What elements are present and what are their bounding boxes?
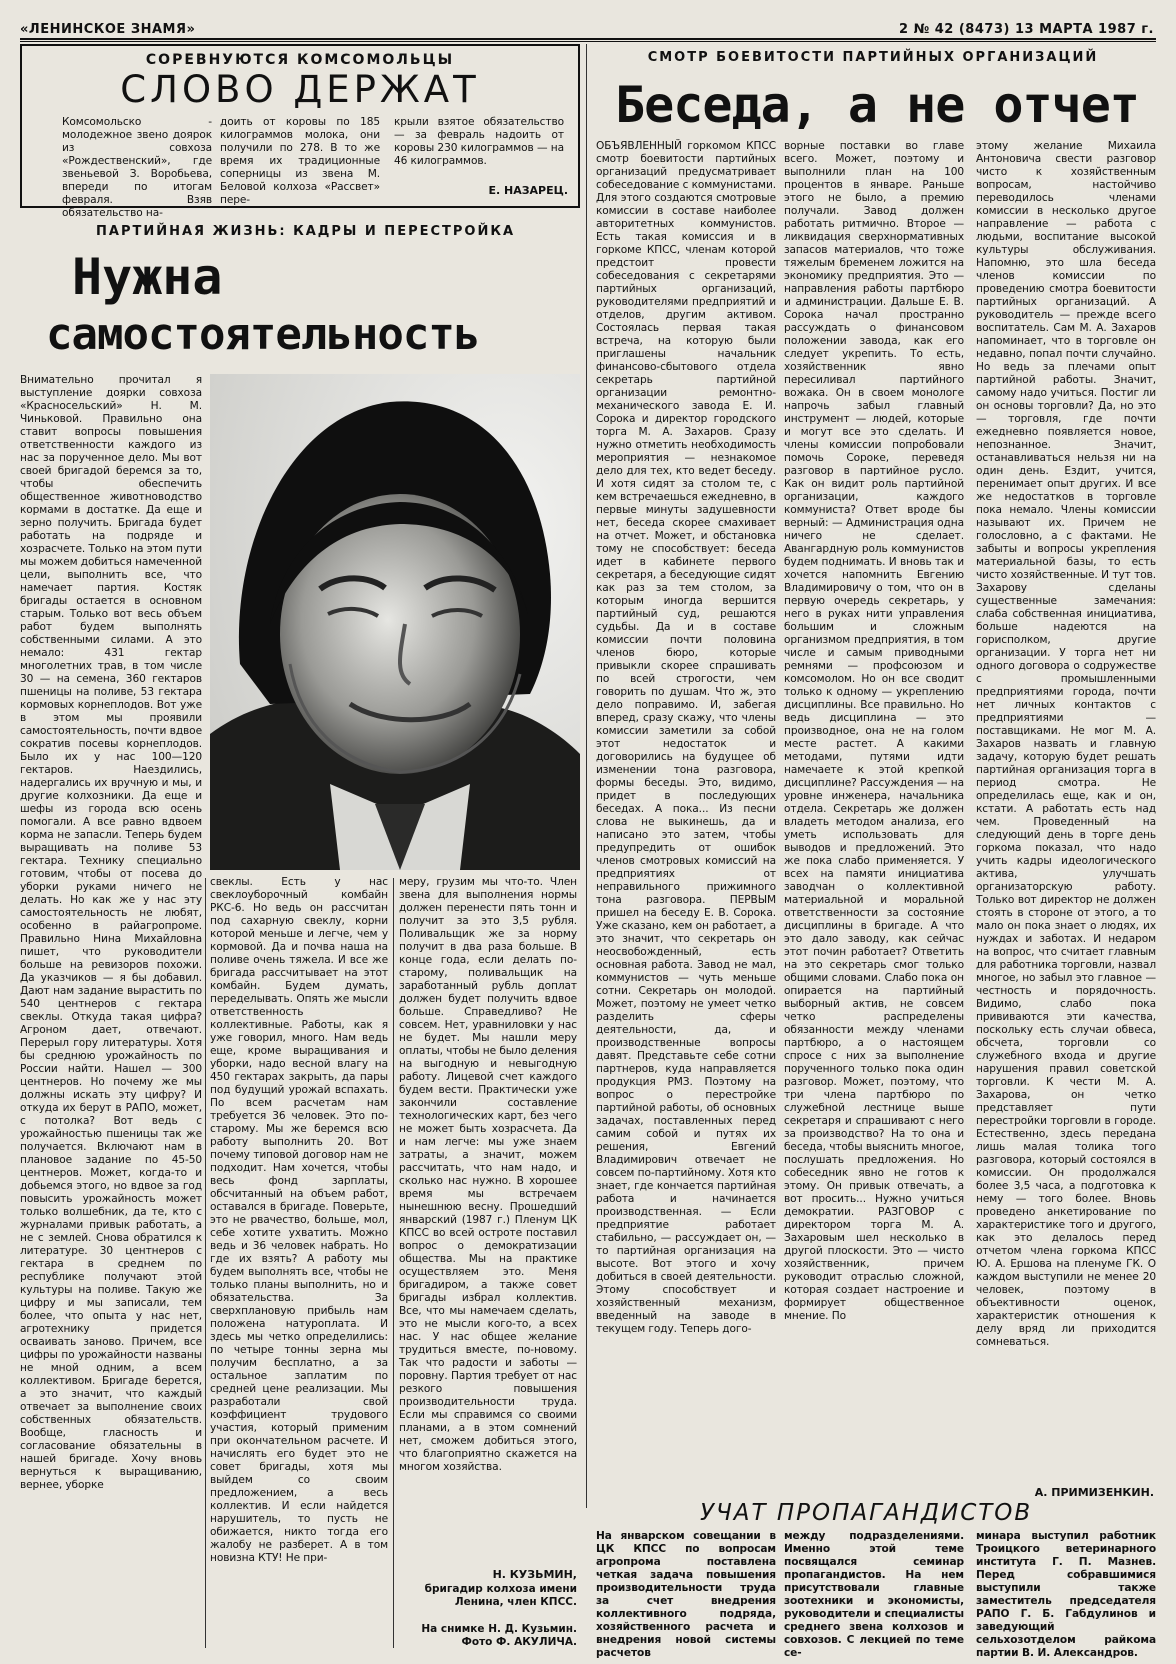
propagandists-col-3: минара выступил работник Троицкого ветеринарного института Г. П. Мазнев. Перед собравшимися выступили также заместитель председателя РАПО Г. Б. Габдулинов и заведующий сельхозотделом райкома партии В. И. Александров.: [976, 1530, 1156, 1659]
portrait-photo: [210, 374, 580, 870]
column-rule: [205, 878, 206, 1648]
competition-col-2: доить от коровы по 185 килограммов молока, они получили по 278. В то же время их традиционные соперницы из звена М. Беловой колхоза «Рассвет» пере-: [220, 116, 380, 206]
masthead-paper: «ЛЕНИНСКОЕ ЗНАМЯ»: [20, 22, 196, 37]
review-title: Беседа, а не отчет: [615, 76, 1139, 134]
section-rule: [586, 44, 587, 1508]
masthead-rule: [20, 38, 1156, 40]
independence-title-line-2: самостоятельность: [46, 309, 480, 360]
independence-signature-role: бригадир колхоза имени Ленина, член КПСС.: [424, 1583, 577, 1608]
masthead-rule-thin: [20, 41, 1156, 42]
propagandists-col-1: На январском совещании в ЦК КПСС по вопросам агропрома поставлена четкая задача повышения производительности труда за счет внедрения коллективного подряда, хозяйственного расчета и внедрения новой системы расчетов: [596, 1530, 776, 1659]
independence-kicker: ПАРТИЙНАЯ ЖИЗНЬ: КАДРЫ И ПЕРЕСТРОЙКА: [96, 224, 516, 239]
propagandists-col-2: между подразделениями. Именно этой теме посвящался семинар пропагандистов. На нем присутствовали главные зоотехники и экономисты, руководители и специалисты среднего звена колхозов и совхозов. С лекцией по теме се-: [784, 1530, 965, 1659]
competition-signature: Е. НАЗАРЕЦ.: [488, 184, 568, 197]
propagandists-title: УЧАТ ПРОПАГАНДИСТОВ: [700, 1500, 1033, 1526]
independence-col-3: меру, грузим мы что-то. Член звена для выполнения нормы должен перенести пять тонн и получит за это 3,5 рубля. Поливальщик же за норму получит в два раза больше. В конце года, если делать по-старому, поливальщик на заработанный рубль доплат должен будет получить вдвое больше. Справедливо? Не совсем. Нет, уравниловки у нас не будет. Мы нашли меру оплаты, чтобы не было деления на выгодную и невыгодную работу. Лицевой счет каждого будем вести. Практически уже закончили составление технологических карт, без чего не может быть хозрасчета. Да и нам легче: мы уже знаем затраты, а значит, можем рассчитать, что нам надо, и сколько нас нужно. В хорошее время мы встречаем нынешнюю весну. Прошедший январский (1987 г.) Пленум ЦК КПСС во всей остроте поставил вопрос о демократизации общества. Мы на практике осуществляем это. Меня бригадиром, а также совет бригады избрал коллектив. Все, что мы намечаем сделать, это не мысли кого-то, а всех нас. У нас общее желание трудиться вместе, по-новому. Так что радости и заботы — поровну. Партия требует от нас резкого повышения производительности труда. Если мы справимся со своими планами, а в этом сомнений нет, сможем добиться этого, что благоприятно скажется на многом хозяйства.: [399, 876, 577, 1473]
independence-signature-name: Н. КУЗЬМИН,: [492, 1568, 577, 1581]
competition-box: [20, 44, 580, 219]
masthead-issue: 2 № 42 (8473) 13 МАРТА 1987 г.: [899, 22, 1154, 37]
review-kicker: СМОТР БОЕВИТОСТИ ПАРТИЙНЫХ ОРГАНИЗАЦИЙ: [647, 50, 1099, 65]
competition-title: СЛОВО ДЕРЖАТ: [120, 68, 480, 111]
column-rule: [393, 878, 394, 1648]
portrait-photo-image: [210, 374, 580, 870]
review-col-2: ворные поставки во главе всего. Может, поэтому и выполнили план на 100 процентов в январе. Раньше этого не было, а премию получали. Завод должен работать ритмично. Второе — ликвидация сверхнормативных запасов материалов, что тоже тяжелым бременем ложится на экономику предприятия. Это — направления работы партбюро и администрации. Дальше Е. В. Сорока начал пространно рассуждать о финансовом положении завода, как его следует укрепить. То есть, хозяйственник явно пересиливал партийного вожака. Он в своем монологе напрочь забыл главный инструмент — людей, которые и могут все это сделать. И члены комиссии попробовали помочь Сороке, переведя разговор в партийное русло. Как он видит роль партийной организации, каждого коммуниста? Ответ вроде бы верный: — Администрация одна ничего не сделает. Авангардную роль коммунистов будем поднимать. И вновь так и хочется напомнить Евгению Владимировичу о том, что он в первую очередь секретарь, у него в руках нити управления большим и сложным организмом предприятия, в том числе и самым приводными ремнями — профсоюзом и комсомолом. Но он все сводит только к одному — укреплению дисциплины. Все правильно. Но ведь дисциплина — это производное, она не на голом месте растет. А какими методами, путями идти намечаете к этой крепкой дисциплине? Рассуждения — на уровне инженера, начальника отдела. Секретарь же должен владеть методом анализа, его уметь использовать для выводов и предложений. Это же пока слабо применяется. У всех на памяти инициатива заводчан о коллективной материальной и моральной ответственности за состояние дисциплины в бригаде. А что это дало заводу, как сейчас этот почин работает? Ответить на это секретарь смог только общими словами. Слабо пока он опирается на партийный выборный актив, не совсем четко распределены обязанности между членами партбюро, а о настоящем спросе с них за выполнение порученного только пока один разговор. Может, поэтому, что три члена партбюро по служебной лестнице выше секретаря и спрашивают с него за производство? На то она и беседа, чтобы выяснить многое, послушать предложения. Но собеседник явно не готов к этому. Он привык отвечать, а вот просить... Нужно учиться демократии. РАЗГОВОР с директором торга М. А. Захаровым шел несколько в другой плоскости. Это — чисто хозяйственник, причем руководит отраслью сложной, которая создает настроение и формирует общественное мнение. По: [784, 140, 964, 1322]
competition-col-1: Комсомольско - молодежное звено доярок из совхоза «Рождественский», где звеньевой З. Воробьева, впереди по итогам февраля. Взяв обязательство на-: [62, 116, 212, 219]
photo-caption: На снимке Н. Д. Кузьмин. Фото Ф. АКУЛИЧА.: [421, 1623, 577, 1648]
independence-title-line-1: Нужна: [72, 248, 223, 306]
competition-col-3: крыли взятое обязательство — за февраль надоить от коровы 230 килограммов — на 46 килограммов.: [394, 116, 564, 167]
independence-col-2: свеклы. Есть у нас свеклоуборочный комбайн РКС-6. Но ведь он рассчитан под сахарную свеклу, корни которой меньше и легче, чем у кормовой. Да и почва наша на поливе очень тяжела. И все же бригада рассчитывает на этот комбайн. Будем думать, переделывать. Опять же мысли ответственность коллективные. Работы, как я уже говорил, много. Нам ведь еще, кроме выращивания и уборки, надо весной влагу на 450 гектарах закрыть, да пары под будущий урожай вспахать. По всем расчетам нам требуется 36 человек. Это по-старому. Мы же беремся всю работу выполнить 20. Вот почему типовой договор нам не подходит. Нам хочется, чтобы весь фонд зарплаты, обсчитанный на объем работ, оставался в бригаде. Поверьте, это не рвачество, больше, мол, себе хотите ухватить. Можно ведь и 36 человек набрать. Но где их взять? А работу мы будем выполнять все, чтобы не только планы выполнить, но и обязательства. За сверхплановую прибыль нам положена натуроплата. И здесь мы четко определились: по четыре тонны зерна мы получим бесплатно, а за остальное заплатим по средней цене реализации. Мы разработали свой коэффициент трудового участия, который применим при окончательном расчете. И начислять его будет это не совет бригады, хотя мы выйдем со своим предложением, а весь коллектив. И если найдется нарушитель, то пусть не обижается, никто тогда его жалобу не разберет. А в том новизна КТУ! Не при-: [210, 876, 388, 1564]
independence-col-1: Внимательно прочитал я выступление доярки совхоза «Красносельский» Н. М. Чиньковой. Правильно она ставит вопросы повышения ответственности каждого из нас за порученное дело. Мы вот своей бригадой беремся за то, чтобы обеспечить общественное животноводство кормами в достатке. Да еще и зерно получить. Бригада будет работать на подряде и хозрасчете. Только на этом пути мы можем добиться намеченной цели, выполнить все, что намечает партия. Костяк бригады остается в основном старым. Только вот весь объем работ будем выполнять собственными силами. А это немало: 431 гектар многолетних трав, в том числе 30 — на семена, 360 гектаров пшеницы на поливе, 53 гектара кормовых корнеплодов. Вот уже в этом мы проявили самостоятельность, почти вдвое сократив посевы корнеплодов. Было их у нас 100—120 гектаров. Наездились, надергались их вручную и мы, и другие колхозники. Да еще и шефы из города всю осень помогали. А все равно вдвоем корма не запасли. Теперь будем выращивать на поливе 53 гектара. Технику специально готовим, чтобы от посева до уборки руками ничего не делать. Но как же у нас эту самостоятельность не любят, особенно в райагропроме. Правильно Нина Михайловна пишет, что руководители больше на ревизоров похожи. Да указчиков — я бы добавил. Дают нам задание вырастить по 540 центнеров с гектара свеклы. Откуда такая цифра? Агроном дает, отвечают. Перерыл гору литературы. Хотя бы среднюю урожайность по России найти. Нашел — 300 центнеров. Но почему же мы должны искать эту цифру? И откуда их берут в РАПО, может, с потолка? Вот ведь с урожайностью пшеницы так же получается. Включают нам в плановое задание по 45-50 центнеров. Может, когда-то и добьемся этого, но вдвое за год повысить урожайность может только волшебник, да те, кто с журналами привык работать, а не с землей. Снова обратился к литературе. 30 центнеров с гектара в среднем по республике получают этой культуры на поливе. Такую же цифру и мы записали, тем более, что опыта у нас нет, агротехнику придется осваивать заново. Причем, все цифры по урожайности названы не мной одним, а всем коллективом. Бригаде берется, а это значит, что каждый отвечает за выполнение своих собственных обязательств. Вообще, гласность и согласование обязательны в нашей бригаде. Хочу вновь вернуться к выращиванию, вернее, уборке: [20, 374, 202, 1491]
review-signature: А. ПРИМИЗЕНКИН.: [1034, 1486, 1154, 1499]
review-col-1: ОБЪЯВЛЕННЫЙ горкомом КПСС смотр боевитости партийных организаций предусматривает собеседование с коммунистами. Для этого создаются смотровые комиссии в составе наиболее авторитетных коммунистов. Есть такая комиссия и в горкоме КПСС, членам которой предстоит провести собеседования с секретарями партийных организаций, руководителями предприятий и отделов, другим активом. Состоялась первая такая встреча, на которую были приглашены начальник финансово-сбытового отдела секретарь партийной организации ремонтно-механического завода Е. И. Сорока и директор городского торга М. А. Захаров. Сразу нужно отметить необходимость мероприятия — незнакомое дело для тех, кто ведет беседу. И хотя сидят за столом те, с кем встречаешься ежедневно, в первые минуты задушевности нет, беседа скорее смахивает на отчет. Может, и обстановка тому не способствует: беседа идет в кабинете первого секретаря, а беседующие сидят как раз за тем столом, за которым иногда вершится партийный суд, решаются судьбы. Да и в составе комиссии почти половина членов бюро, которые привыкли скорее спрашивать по всей строгости, чем говорить по душам. Что ж, это дело поправимо. И, забегая вперед, сразу скажу, что члены комиссии заметили за собой этот недостаток и договорились на будущее об изменении тона разговора, формы беседы. Это, видимо, придет в последующих беседах. А пока... Из песни слова не выкинешь, да и написано это затем, чтобы предупредить от ошибок членов смотровых комиссий на предприятиях от неправильного прижимного тона разговора. ПЕРВЫМ пришел на беседу Е. В. Сорока. Уже сказано, кем он работает, а это значит, что секретарь он неосвобожденный, есть основная работа. Завод не мал, коммунистов — чуть меньше сотни. Секретарь он молодой. Может, поэтому не умеет четко разделить сферы деятельности, да, и производственные вопросы давят. Представьте себе сотни партнеров, куда направляется продукция РМЗ. Поэтому на вопрос о перестройке партийной работы, об основных задачах, поставленных перед самим собой и путях их решения, Евгений Владимирович отвечает не совсем по-партийному. Хотя кто знает, где кончается партийная работа и начинается производственная. — Если предприятие работает стабильно, — рассуждает он, — то партийная организация на высоте. Вот этого и хочу добиться в своей деятельности. Этому способствует и хозяйственный механизм, введенный на заводе в текущем году. Теперь дого-: [596, 140, 776, 1335]
competition-kicker: СОРЕВНУЮТСЯ КОМСОМОЛЬЦЫ: [145, 52, 455, 68]
review-col-3: этому желание Михаила Антоновича свести разговор чисто к хозяйственным вопросам, настойчиво переводилось членами комиссии в несколько другое направление — работа с людьми, воспитание высокой культуры обслуживания. Напомню, это шла беседа членов комиссии по проведению смотра боевитости партийных организаций. А руководитель — прежде всего воспитатель. Сам М. А. Захаров напоминает, что в торговле он недавно, попал почти случайно. Но ведь за плечами опыт партийной работы. Значит, самому надо учиться. Постиг ли он основы торговли? Да, но это — торговля, где почти ежедневно появляется новое, непознанное. Значит, останавливаться нельзя ни на один день. Ездит, учится, перенимает опыт других. И все же недостатков в торговле пока немало. Члены комиссии называют их. Причем не голословно, а с фактами. Не забыты и вопросы укрепления материальной базы, то есть чисто хозяйственные. И тут тов. Захарову сделаны существенные замечания: слаба собственная инициатива, больше надеются на горисполком, другие организации. У торга нет ни одного договора о содружестве с промышленными предприятиями города, почти нет личных контактов с предприятиями — поставщиками. Не мог М. А. Захаров назвать и главную задачу, которую будет решать партийная организация торга в период смотра. Не определилась еще, как и он, кстати. А работать есть над чем. Проведенный на следующий день в торге день горкома показал, что надо учить кадры идеологического актива, улучшать организаторскую работу. Только вот директор не должен стоять в стороне от этого, а то мало он пока знает о людях, их нуждах и заботах. И недаром на вопрос, что считает главным для работника торговли, назвал многое, но забыл это главное — честность и порядочность. Видимо, слабо пока прививаются эти качества, поскольку есть случаи обвеса, обсчета, торговли со служебного входа и другие нарушения правил советской торговли. К чести М. А. Захарова, он четко представляет пути перестройки торговли в городе. Естественно, здесь передана лишь малая толика того разговора, который состоялся в комиссии. Он продолжался более 3,5 часа, а подготовка к нему — того более. Вновь проведено анкетирование по характеристике того и другого, как это делалось перед отчетом члена горкома КПСС Ю. А. Ершова на пленуме ГК. О каждом выступили не менее 20 человек, поэтому в объективности оценок, характеристик отношения к делу вряд ли приходится сомневаться.: [976, 140, 1156, 1348]
